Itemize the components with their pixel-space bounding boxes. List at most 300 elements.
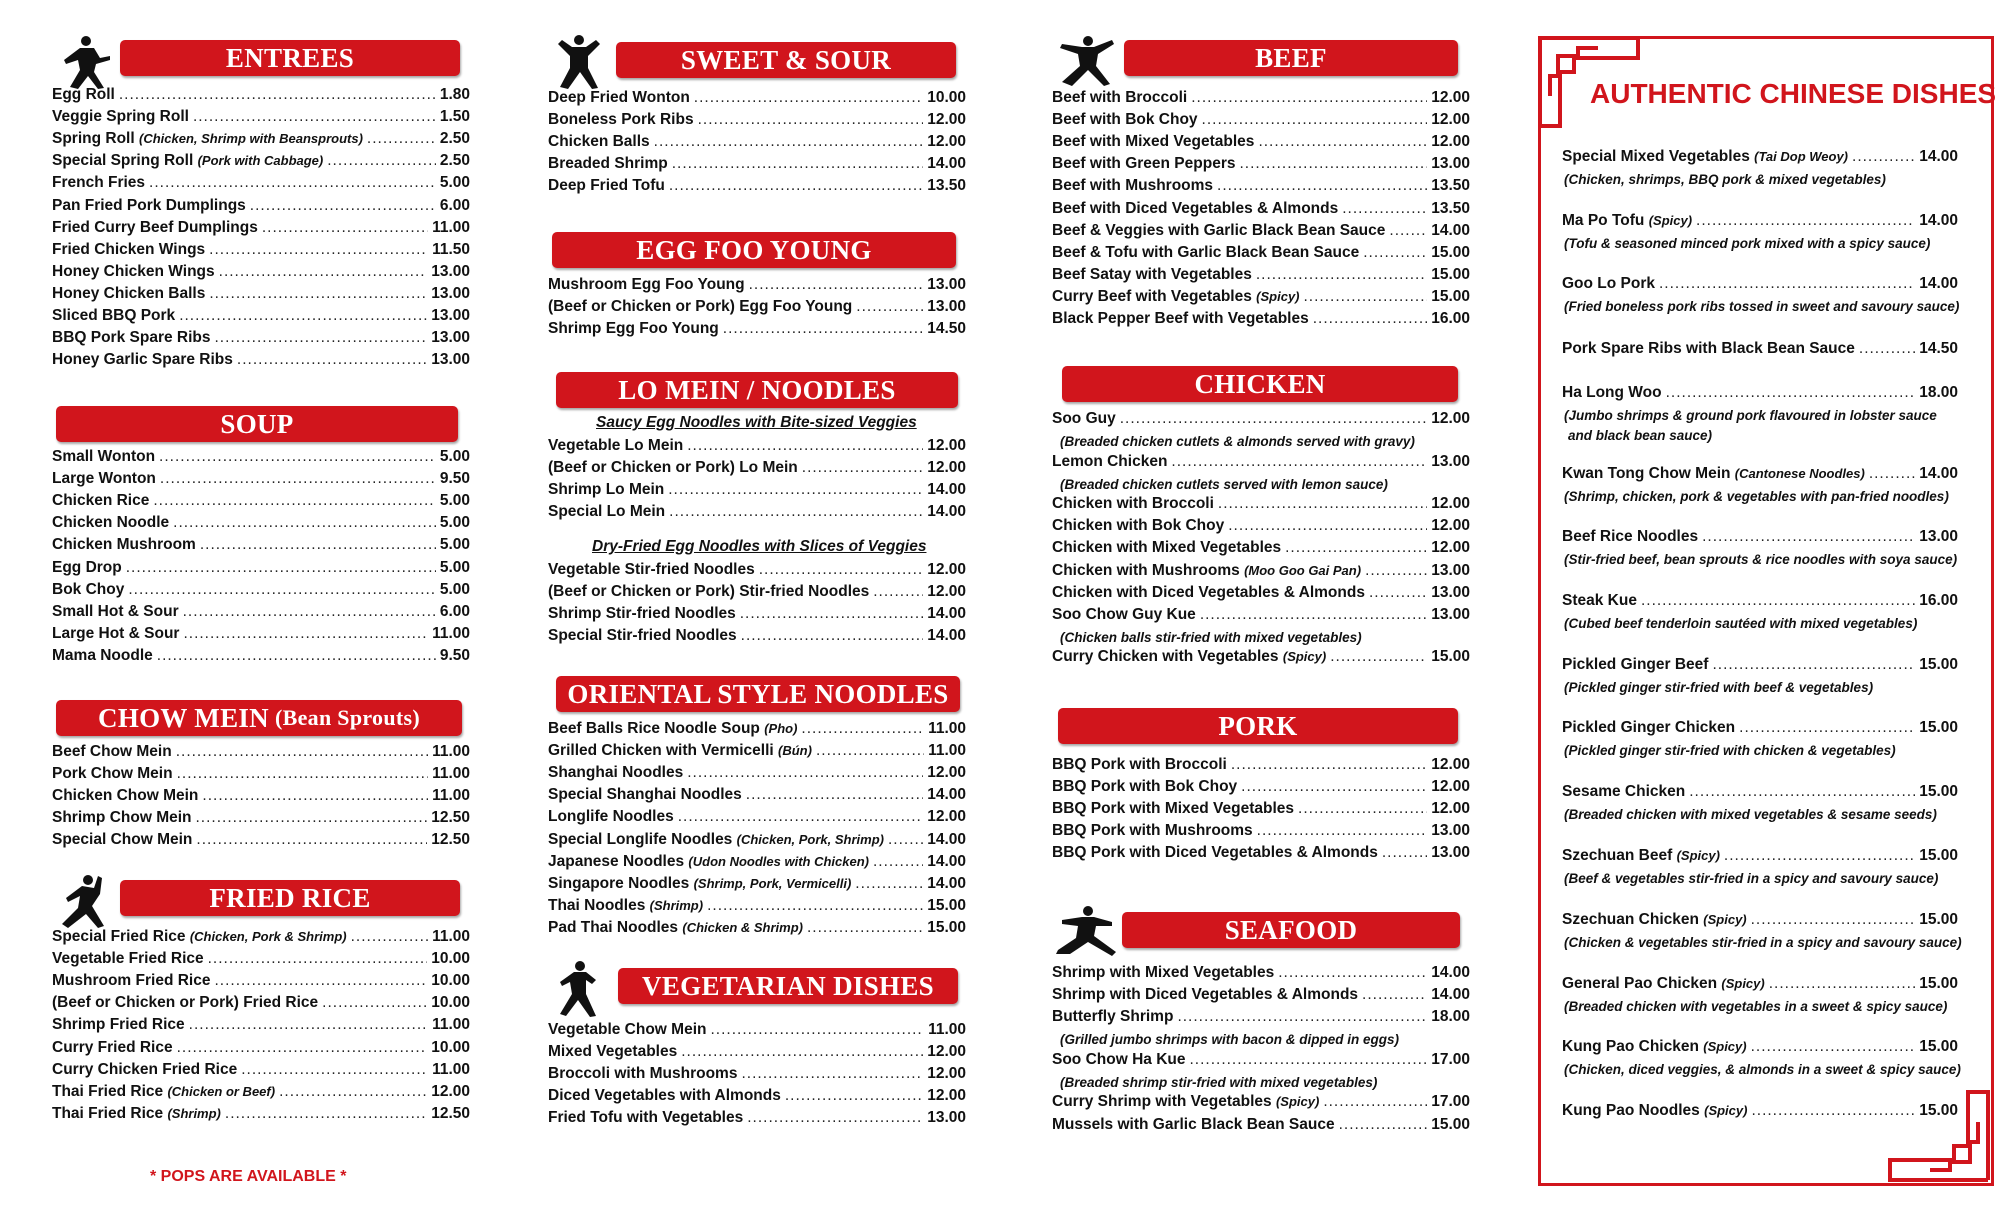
menu-item-name <box>52 950 204 968</box>
item-name-text: Chicken with Broccoli <box>1052 495 1214 513</box>
menu-item-name <box>52 1105 221 1123</box>
menu-item <box>52 603 470 625</box>
chow-mein-header <box>56 700 462 736</box>
menu-item-name <box>548 1065 737 1083</box>
item-name-text: Soo Chow Ha Kue <box>1052 1050 1186 1068</box>
dot-leader <box>367 130 436 148</box>
menu-item-name <box>548 583 869 601</box>
dot-leader <box>214 972 427 990</box>
menu-item-price: 16.00 <box>1919 592 1958 609</box>
pork-header <box>1058 708 1458 744</box>
menu-item <box>548 437 966 459</box>
dot-leader <box>1389 222 1427 240</box>
menu-item-name <box>52 1016 185 1034</box>
item-name-text: Beef with Mixed Vegetables <box>1052 133 1255 151</box>
menu-item-name <box>1052 453 1167 471</box>
item-name-text: Beef Rice Noodles <box>1562 528 1699 545</box>
menu-item-price: 5.00 <box>439 580 470 598</box>
item-name-text: Vegetable Lo Mein <box>548 437 684 454</box>
menu-item <box>52 994 470 1016</box>
menu-item-name <box>1052 133 1254 151</box>
dot-leader <box>196 809 428 827</box>
item-name-text: Small Hot & Sour <box>52 602 179 620</box>
menu-item-name <box>52 174 145 192</box>
menu-item-description: and black bean sauce) <box>1568 428 1713 443</box>
menu-item-price: 12.50 <box>431 1104 470 1122</box>
menu-item <box>1052 1008 1470 1030</box>
item-name-text: (Beef or Chicken or Pork) Stir-fried Noodles <box>548 583 870 601</box>
dot-leader <box>177 1039 428 1057</box>
menu-item-name <box>52 994 318 1012</box>
menu-item-name <box>548 897 703 915</box>
menu-item-price: 12.00 <box>927 561 966 578</box>
menu-item-name <box>52 809 192 827</box>
dot-leader <box>1285 539 1427 557</box>
menu-item-description: (Jumbo shrimps & ground pork flavoured in lobster sauce <box>1564 408 1937 423</box>
menu-item-name <box>1052 222 1385 240</box>
menu-item <box>548 583 966 605</box>
menu-item-name <box>1052 822 1253 840</box>
menu-item-name <box>52 787 198 805</box>
menu-item-name <box>548 437 683 455</box>
dot-leader <box>723 320 923 338</box>
menu-item-name <box>548 298 852 316</box>
item-name-text: Vegetable Fried Rice <box>52 950 204 968</box>
menu-item-price: 5.00 <box>439 514 470 532</box>
dot-leader <box>856 298 923 316</box>
dot-leader <box>1382 844 1427 862</box>
item-name-text: Special Shanghai Noodles <box>548 786 742 804</box>
item-name-text: Shrimp Stir-fried Noodles <box>548 605 736 623</box>
menu-item-name <box>1052 539 1281 557</box>
dot-leader <box>669 503 923 521</box>
menu-item <box>52 263 470 285</box>
item-name-text: Egg Roll <box>52 86 115 103</box>
menu-item-price: 5.00 <box>439 536 470 554</box>
menu-item-name <box>1052 89 1187 107</box>
menu-item-price: 13.00 <box>431 329 470 347</box>
dot-leader <box>873 583 923 601</box>
menu-item-price: 12.00 <box>431 1082 470 1100</box>
menu-item <box>548 481 966 503</box>
menu-item-name <box>548 320 719 338</box>
menu-item-name <box>52 152 323 170</box>
menu-item-price: 11.00 <box>928 720 966 737</box>
dot-leader <box>241 1061 428 1079</box>
menu-item-price: 14.00 <box>927 874 966 892</box>
menu-item-name <box>1052 1093 1319 1111</box>
menu-item-price: 12.00 <box>1431 89 1470 106</box>
menu-item <box>548 808 966 830</box>
dot-leader <box>193 108 436 126</box>
item-note: (Tai Dop Weoy) <box>1754 149 1849 164</box>
menu-item-name <box>548 808 674 826</box>
item-name-text: Szechuan Chicken <box>1562 911 1699 928</box>
dot-leader <box>215 329 428 347</box>
item-name-text: Pad Thai Noodles <box>548 918 679 936</box>
item-name-text: Special Stir-fried Noodles <box>548 627 737 645</box>
item-name-text: Large Wonton <box>52 470 156 488</box>
item-name-text: Curry Beef with Vegetables <box>1052 287 1252 305</box>
dot-leader <box>816 742 924 760</box>
dot-leader <box>1241 778 1427 796</box>
menu-item-name <box>1052 584 1365 602</box>
menu-item-price: 12.00 <box>927 808 966 826</box>
item-name-text: Singapore Noodles <box>548 874 690 892</box>
menu-item-price: 14.00 <box>1431 964 1470 981</box>
item-name-text: Shrimp with Diced Vegetables & Almonds <box>1052 986 1359 1004</box>
menu-item-name <box>52 603 179 621</box>
menu-item <box>52 174 470 196</box>
menu-item-price: 14.00 <box>1919 212 1958 229</box>
menu-item <box>548 897 966 919</box>
item-name-text: Special Spring Roll <box>52 152 194 170</box>
menu-item-name <box>52 1083 275 1101</box>
menu-item-description: (Pickled ginger stir-fried with chicken & vegetables) <box>1564 743 1896 758</box>
menu-item-price: 13.50 <box>927 177 966 195</box>
menu-item-price: 12.00 <box>927 583 966 601</box>
section-title: SEAFOOD <box>1224 914 1358 945</box>
item-name-text: BBQ Pork with Mushrooms <box>1052 822 1253 840</box>
menu-item <box>52 581 470 603</box>
menu-item-price: 10.00 <box>431 972 470 990</box>
menu-item-price: 12.00 <box>927 437 966 454</box>
section-title: SOUP <box>220 408 294 439</box>
item-name-text: Vegetable Chow Mein <box>548 1021 707 1038</box>
menu-item-price: 1.50 <box>439 108 470 126</box>
menu-item <box>548 1087 966 1109</box>
item-name-text: Steak Kue <box>1562 592 1637 609</box>
menu-item-price: 15.00 <box>1431 1115 1470 1133</box>
menu-item-price: 12.00 <box>1431 756 1470 773</box>
menu-item-price: 12.00 <box>1431 133 1470 151</box>
section-title: BEEF <box>1255 42 1327 73</box>
item-name-text: Kung Pao Chicken <box>1562 1038 1699 1055</box>
dot-leader <box>1200 606 1427 624</box>
item-name-text: Thai Fried Rice <box>52 1082 164 1100</box>
menu-item-name <box>1052 495 1214 513</box>
item-note: (Spicy) <box>1703 912 1747 927</box>
item-name-text: Grilled Chicken with Vermicelli <box>548 742 774 760</box>
item-name-text: (Beef or Chicken or Pork) Egg Foo Young <box>548 298 853 316</box>
menu-item <box>52 809 470 831</box>
menu-item-price: 15.00 <box>927 896 966 914</box>
menu-item <box>1052 89 1470 111</box>
item-name-text: Special Mixed Vegetables <box>1562 148 1750 165</box>
menu-item-name <box>52 559 122 577</box>
menu-item <box>548 853 966 875</box>
menu-item-name <box>548 1109 743 1127</box>
menu-item <box>1052 111 1470 133</box>
menu-item-price: 12.00 <box>1431 495 1470 513</box>
menu-item-price: 13.00 <box>1431 561 1470 579</box>
menu-item-price: 2.50 <box>439 152 470 170</box>
menu-item-description: (Stir-fried beef, bean sprouts & rice noodles with soya sauce) <box>1564 552 1958 567</box>
menu-item <box>52 351 470 373</box>
menu-item-price: 12.50 <box>431 809 470 827</box>
item-name-text: Beef with Bok Choy <box>1052 111 1198 129</box>
menu-item-price: 11.00 <box>432 765 470 783</box>
menu-item-name <box>1052 1008 1173 1026</box>
menu-item <box>1052 964 1470 986</box>
dot-leader <box>710 1021 924 1039</box>
menu-item <box>548 720 966 742</box>
menu-item <box>52 831 470 853</box>
menu-item-price: 13.00 <box>431 262 470 280</box>
menu-item <box>548 298 966 320</box>
item-name-text: Mushroom Egg Foo Young <box>548 276 745 293</box>
menu-item-name <box>548 177 665 195</box>
item-name-text: Pork Spare Ribs with Black Bean Sauce <box>1562 340 1855 357</box>
menu-item-price: 13.00 <box>1431 452 1470 470</box>
item-name-text: Ma Po Tofu <box>1562 212 1645 229</box>
section-title: ENTREES <box>225 42 355 73</box>
menu-item-price: 10.00 <box>927 89 966 106</box>
dot-leader <box>209 241 428 259</box>
dot-leader <box>669 177 923 195</box>
menu-item <box>548 786 966 808</box>
dot-leader <box>747 1109 923 1127</box>
menu-item <box>548 742 966 764</box>
item-name-text: Mixed Vegetables <box>548 1043 678 1061</box>
item-name-text: Kwan Tong Chow Mein <box>1562 465 1731 482</box>
menu-item-price: 9.50 <box>439 646 470 664</box>
kungfu-figure-icon <box>556 958 602 1018</box>
menu-item-name <box>52 307 175 325</box>
item-name-text: Chicken Rice <box>52 492 150 510</box>
menu-item-description: (Breaded shrimp stir-fried with mixed vegetables) <box>1060 1074 1378 1090</box>
menu-item-name <box>548 155 668 173</box>
dot-leader <box>183 603 436 621</box>
menu-item <box>548 1065 966 1087</box>
menu-item <box>1052 517 1470 539</box>
menu-item-price: 11.00 <box>432 743 470 760</box>
menu-item-name <box>1052 517 1224 535</box>
dot-leader <box>189 1016 428 1034</box>
menu-item-name <box>52 351 233 369</box>
dot-leader <box>173 514 436 532</box>
dot-leader <box>1256 266 1427 284</box>
menu-item-price: 14.00 <box>1919 275 1958 292</box>
menu-item <box>548 1109 966 1131</box>
item-name-text: Chicken with Mixed Vegetables <box>1052 539 1282 557</box>
dot-leader <box>802 459 923 477</box>
item-name-text: Mama Noodle <box>52 646 153 664</box>
menu-item-name <box>52 241 205 259</box>
item-note: (Pho) <box>764 721 798 736</box>
menu-item <box>52 152 470 174</box>
dot-leader <box>741 1065 923 1083</box>
dot-leader <box>322 994 427 1012</box>
menu-item <box>1052 606 1470 628</box>
item-name-text: Sesame Chicken <box>1562 783 1686 800</box>
item-name-text: Pork Chow Mein <box>52 765 173 783</box>
dot-leader <box>1239 155 1427 173</box>
menu-item <box>548 627 966 649</box>
menu-item <box>52 559 470 581</box>
menu-item <box>548 111 966 133</box>
section-title: PORK <box>1218 710 1298 741</box>
item-note: (Chicken, Pork, Shrimp) <box>736 831 884 847</box>
vegetarian-header <box>618 968 958 1004</box>
section-title: ORIENTAL STYLE NOODLES <box>567 678 949 709</box>
menu-item-price: 14.00 <box>1919 465 1958 482</box>
item-name-text: Sliced BBQ Pork <box>52 307 176 324</box>
menu-item-description: (Fried boneless pork ribs tossed in sweet and savoury sauce) <box>1564 299 1960 314</box>
menu-item-price: 12.00 <box>927 1043 966 1061</box>
menu-item-price: 12.00 <box>1431 778 1470 796</box>
menu-item-name <box>548 1021 706 1039</box>
item-name-text: BBQ Pork with Mixed Vegetables <box>1052 800 1295 818</box>
menu-item-description: (Chicken, shrimps, BBQ pork & mixed vegetables) <box>1564 172 1886 187</box>
menu-item-price: 12.50 <box>431 831 470 849</box>
dot-leader <box>1257 822 1428 840</box>
menu-item-price: 13.00 <box>1431 844 1470 862</box>
item-name-text: Beef with Green Peppers <box>1052 155 1236 173</box>
dot-leader <box>654 133 924 151</box>
dot-leader <box>119 86 436 104</box>
menu-item-price: 14.00 <box>927 830 966 848</box>
menu-item-name <box>52 130 363 148</box>
menu-item <box>52 1016 470 1038</box>
dot-leader <box>1189 1051 1427 1069</box>
menu-item <box>1052 778 1470 800</box>
menu-item <box>1052 562 1470 584</box>
item-name-text: Curry Chicken Fried Rice <box>52 1060 238 1078</box>
menu-item <box>1052 1051 1470 1073</box>
menu-item-price: 14.00 <box>1431 221 1470 239</box>
item-name-text: Ha Long Woo <box>1562 384 1662 401</box>
menu-item-description: (Breaded chicken with vegetables in a sweet & spicy sauce) <box>1564 999 1948 1014</box>
dot-leader <box>219 263 428 281</box>
menu-item-price: 14.00 <box>927 503 966 521</box>
dot-leader <box>1218 495 1427 513</box>
item-name-text: Beef & Veggies with Garlic Black Bean Sauce <box>1052 221 1386 239</box>
dot-leader <box>687 437 923 455</box>
seafood-header <box>1122 912 1460 948</box>
menu-item-name <box>1052 244 1359 262</box>
menu-item-name <box>52 625 179 643</box>
item-note: (Spicy) <box>1703 1039 1747 1054</box>
menu-item-price: 11.00 <box>928 1021 966 1038</box>
menu-item <box>1052 539 1470 561</box>
item-note: (Spicy) <box>1282 649 1327 665</box>
kungfu-figure-icon <box>1058 34 1116 88</box>
dot-leader <box>694 89 923 107</box>
menu-item-price: 14.00 <box>1919 148 1958 165</box>
menu-item <box>1052 310 1470 332</box>
menu-item-price: 11.00 <box>432 928 470 945</box>
menu-item-name <box>548 1087 781 1105</box>
menu-item-price: 11.50 <box>432 240 470 258</box>
item-name-text: General Pao Chicken <box>1562 975 1718 992</box>
menu-item-name <box>52 448 155 466</box>
menu-item <box>52 86 470 108</box>
item-note: (Cantonese Noodles) <box>1734 466 1865 481</box>
item-name-text: Lemon Chicken <box>1052 452 1168 470</box>
dot-leader <box>1217 177 1427 195</box>
beef-header <box>1124 40 1458 76</box>
menu-item <box>1052 756 1470 778</box>
menu-item-name <box>548 89 690 107</box>
menu-item-name <box>52 765 173 783</box>
dot-leader <box>1171 453 1427 471</box>
menu-item-name <box>1052 606 1196 624</box>
menu-item-name <box>1052 410 1116 428</box>
menu-item-description: (Breaded chicken cutlets & almonds served with gravy) <box>1060 434 1415 450</box>
dot-leader <box>687 764 923 782</box>
dot-leader <box>1177 1008 1427 1026</box>
menu-item-price: 13.00 <box>431 284 470 302</box>
item-name-text: Large Hot & Sour <box>52 624 180 642</box>
menu-item-price: 13.00 <box>927 276 966 293</box>
egg-foo-young-header <box>552 232 956 268</box>
menu-item <box>52 492 470 514</box>
dot-leader <box>707 897 923 915</box>
menu-item <box>1052 986 1470 1008</box>
menu-item <box>52 536 470 558</box>
menu-item-price: 10.00 <box>431 1038 470 1056</box>
item-note: (Chicken, Pork & Shrimp) <box>189 929 347 944</box>
item-name-text: Fried Curry Beef Dumplings <box>52 218 258 236</box>
menu-item-name <box>548 503 665 521</box>
dot-leader <box>1304 288 1428 306</box>
item-name-text: Shrimp Egg Foo Young <box>548 320 719 338</box>
item-name-text: Honey Chicken Wings <box>52 262 215 280</box>
menu-item <box>1052 1116 1470 1138</box>
menu-item-price: 15.00 <box>1431 287 1470 305</box>
kungfu-figure-icon <box>60 34 112 90</box>
item-note: (Spicy) <box>1721 976 1765 991</box>
menu-item-name <box>1052 155 1235 173</box>
item-name-text: Chicken with Mushrooms <box>1052 561 1240 579</box>
item-name-text: Beef with Diced Vegetables & Almonds <box>1052 199 1339 217</box>
item-name-text: Veggie Spring Roll <box>52 108 189 126</box>
menu-item-price: 12.00 <box>927 459 966 477</box>
menu-item-name <box>1052 1051 1185 1069</box>
dot-leader <box>1369 584 1427 602</box>
item-name-text: Thai Fried Rice <box>52 1104 164 1122</box>
item-name-text: Bok Choy <box>52 580 125 598</box>
menu-item-name <box>548 481 664 499</box>
dot-leader <box>801 720 924 738</box>
item-note: (Udon Noodles with Chicken) <box>688 853 869 869</box>
menu-item <box>52 787 470 809</box>
menu-item <box>1052 222 1470 244</box>
dot-leader <box>1191 89 1427 107</box>
menu-item <box>52 108 470 130</box>
menu-item <box>52 1061 470 1083</box>
dot-leader <box>1258 133 1427 151</box>
item-name-text: Pickled Ginger Chicken <box>1562 719 1736 736</box>
menu-item <box>1052 844 1470 866</box>
item-name-text: Special Fried Rice <box>52 928 186 945</box>
menu-item <box>52 197 470 219</box>
menu-item-price: 17.00 <box>1431 1093 1470 1111</box>
menu-item-price: 5.00 <box>439 174 470 192</box>
dot-leader <box>749 276 924 294</box>
menu-item-price: 15.00 <box>1919 975 1958 992</box>
menu-item <box>52 743 470 765</box>
dot-leader <box>126 559 436 577</box>
menu-item-name <box>52 108 189 126</box>
item-name-text: Beef & Tofu with Garlic Black Bean Sauce <box>1052 243 1360 261</box>
menu-item-price: 13.00 <box>1431 583 1470 601</box>
section-title: EGG FOO YOUNG <box>636 234 872 265</box>
item-name-text: Mushroom Fried Rice <box>52 972 211 990</box>
item-name-text: Boneless Pork Ribs <box>548 111 694 129</box>
menu-item-name <box>548 919 803 937</box>
